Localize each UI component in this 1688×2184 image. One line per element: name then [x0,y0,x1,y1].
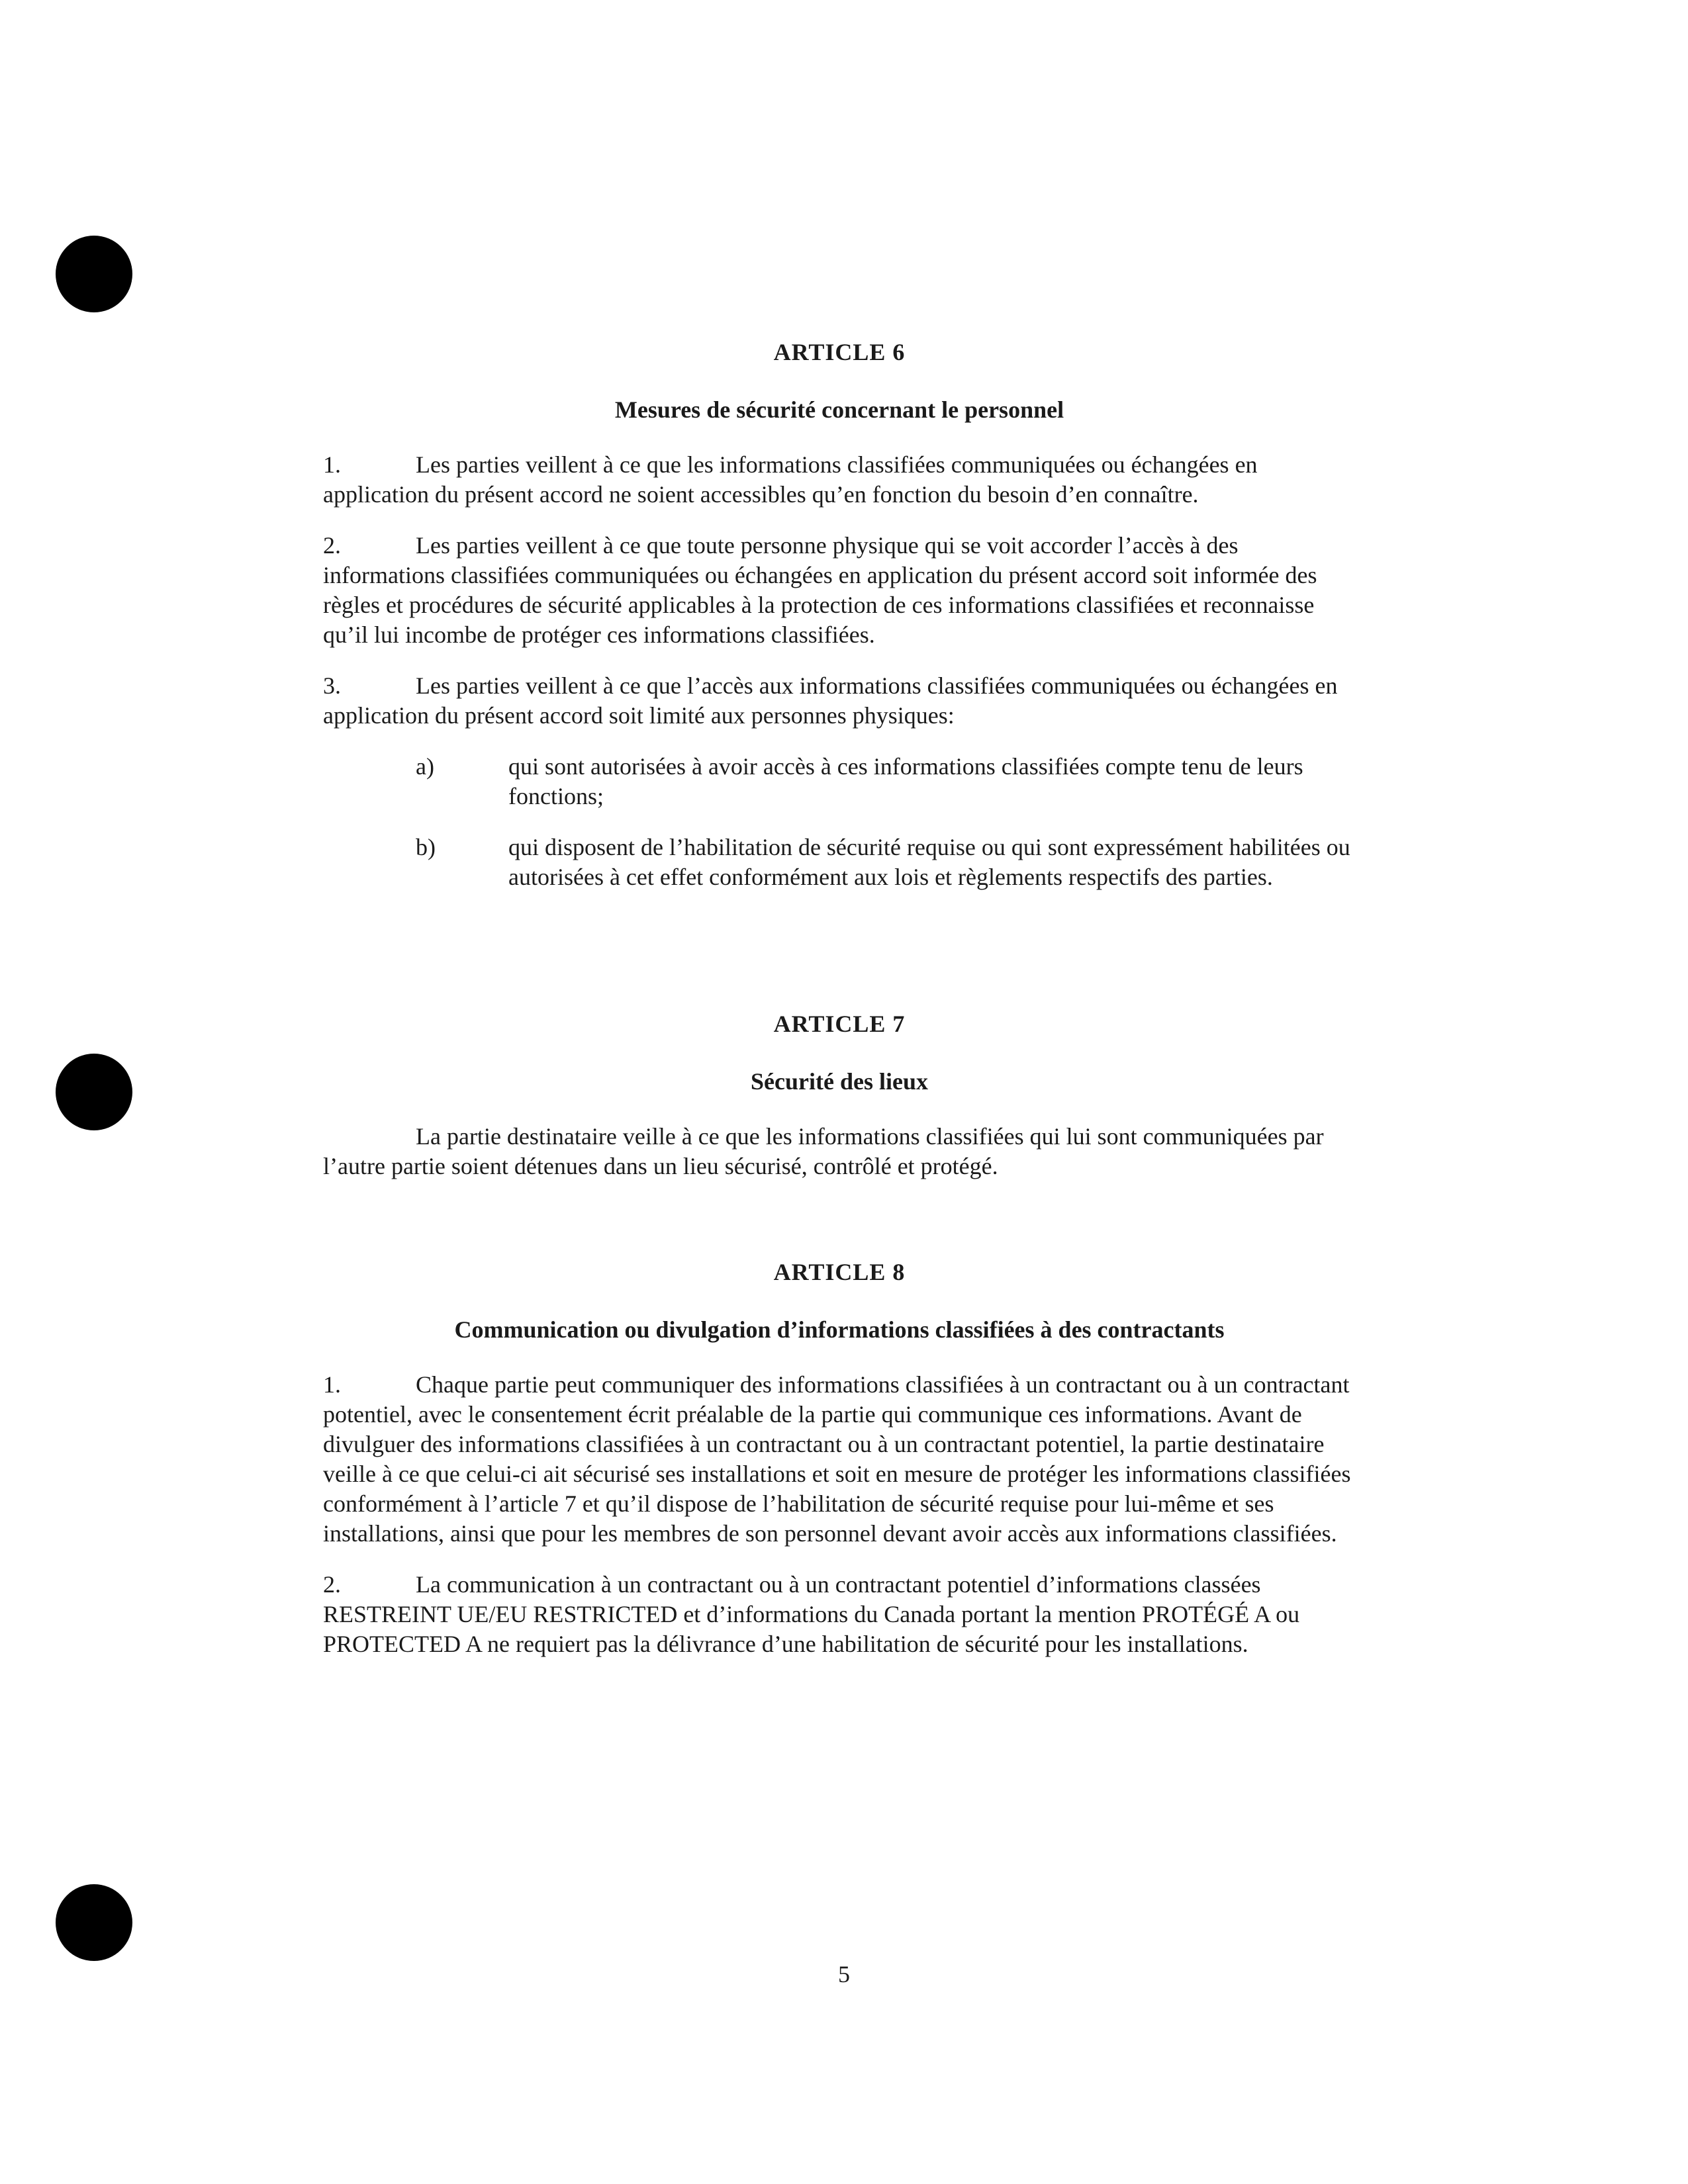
paragraph-text: Les parties veillent à ce que toute personne physique qui se voit accorder l’accès à des informations classifiées communiquées ou échangées en application du présent accord soit informée des règles et procédures de sécurité applicables à la protection de ces informations classifiées et reconnaisse qu’il lui incombe de protéger ces informations classifiées. [323,532,1317,648]
punch-hole-bottom [56,1884,132,1961]
list-item-text: qui sont autorisées à avoir accès à ces informations classifiées compte tenu de leurs fonctions; [508,753,1303,809]
article-8 [323,1257,1356,1680]
paragraph-text: Les parties veillent à ce que l’accès aux informations classifiées communiquées ou échangées en application du présent accord soit limité aux personnes physiques: [323,672,1338,729]
article-heading: ARTICLE 7 [773,1011,906,1037]
paragraph [323,671,1356,731]
paragraph-text: La partie destinataire veille à ce que les informations classifiées qui lui sont communiquées par l’autre partie soient détenues dans un lieu sécurisé, contrôlé et protégé. [323,1123,1324,1179]
paragraph-number: 1. [323,451,341,478]
paragraph [323,1370,1356,1549]
article-heading: ARTICLE 8 [773,1259,906,1285]
list-item-letter: a) [416,753,434,780]
article-title: Mesures de sécurité concernant le personnel [614,396,1064,423]
article-7 [323,1009,1356,1203]
list-item [323,752,1356,811]
paragraph-text: Chaque partie peut communiquer des informations classifiées à un contractant ou à un contractant potentiel, avec le consentement écrit préalable de la partie qui communique ces informations. Avant de divulguer des informations classifiées à un contractant ou à un contractant potentiel, la partie destinataire veille à ce que celui-ci ait sécurisé ses installations et soit en mesure de protéger les informations classifiées conformément à l’article 7 et qu’il dispose de l’habilitation de sécurité requise pour lui-même et ses installations, ainsi que pour les membres de son personnel devant avoir accès aux informations classifiées. [323,1371,1351,1547]
punch-hole-top [56,236,132,312]
paragraph-number: 2. [323,1571,341,1598]
list-item [323,833,1356,892]
article-heading: ARTICLE 6 [773,339,906,365]
paragraph-text: Les parties veillent à ce que les informations classifiées communiquées ou échangées en application du présent accord ne soient accessibles qu’en fonction du besoin d’en connaître. [323,451,1258,508]
list-item-letter: b) [416,834,436,860]
paragraph [323,1570,1356,1659]
article-title: Communication ou divulgation d’informations classifiées à des contractants [454,1316,1225,1343]
paragraph [323,1122,1356,1181]
punch-hole-middle [56,1054,132,1130]
paragraph-number: 1. [323,1371,341,1398]
list-item-text: qui disposent de l’habilitation de sécurité requise ou qui sont expressément habilitées ou autorisées à cet effet conformément aux lois et règlements respectifs des parties. [508,834,1350,890]
paragraph-number: 3. [323,672,341,699]
paragraph [323,450,1356,510]
paragraph-number: 2. [323,532,341,559]
paragraph-text: La communication à un contractant ou à un contractant potentiel d’informations classées RESTREINT UE/EU RESTRICTED et d’informations du Canada portant la mention PROTÉGÉ A ou PROTECTED A ne requiert pas la délivrance d’une habilitation de sécurité pour les installations. [323,1571,1300,1657]
page-number: 5 [838,1961,850,1987]
article-6 [323,338,1356,913]
article-title: Sécurité des lieux [751,1068,928,1095]
paragraph [323,531,1356,650]
